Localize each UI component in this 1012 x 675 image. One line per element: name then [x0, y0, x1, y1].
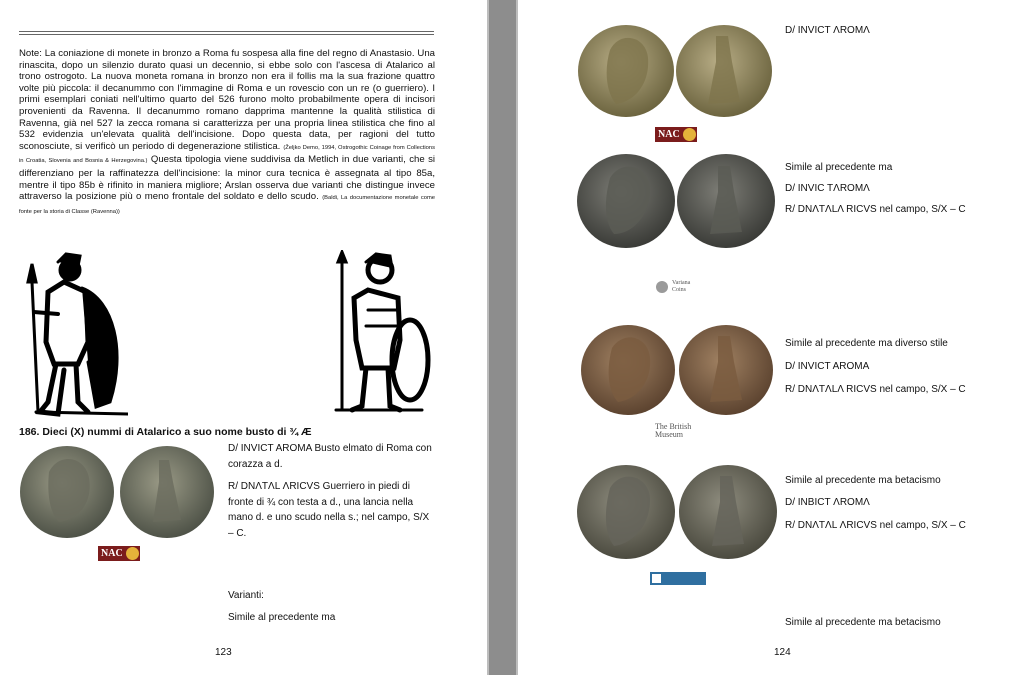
- coin-photo: [19, 442, 217, 542]
- sun-icon: [683, 128, 696, 141]
- note-text-2: Questa tipologia viene suddivisa da Metlich in due varianti, che si differenziano per la raffinatezza dell'incisione: la minor cura tecnica è assegnata al tipo 85a, mentre il tipo 85b è rifinito in maniera migliore; Arslan osserva due varianti che distingue invece attraverso la posizione più o meno frontale del soldato e dello scudo.: [19, 154, 435, 203]
- page-gutter: [487, 0, 489, 675]
- nac-logo-text: NAC: [658, 129, 680, 140]
- page-number: 124: [774, 647, 791, 658]
- collection-logo: [650, 572, 706, 585]
- coin-photo: [578, 322, 778, 418]
- coin-description-line: Simile al precedente ma diverso stile: [785, 338, 948, 349]
- logo-text: Variana: [672, 280, 691, 286]
- coin-description-line: Simile al precedente ma: [785, 162, 893, 173]
- coin-description-line: R/ DNΛTΛLΛ RICVS nel campo, S/X – C: [785, 204, 966, 215]
- logo-text: The British: [655, 422, 692, 431]
- nac-logo: [98, 546, 140, 561]
- collection-icon: [652, 574, 661, 583]
- warrior-drawing: [18, 252, 128, 417]
- reverse-description: R/ DNΛTΛL ΛRICVS Guerriero in piedi di fronte di ¾ con testa a d., una lancia nella mano d. e uno scudo nella s.; nel campo, S/X – C.: [228, 481, 430, 539]
- logo-text: Coins: [672, 287, 687, 293]
- coin-description-line: D/ INVICT ΛROMΛ: [785, 25, 870, 36]
- warrior-drawing: [322, 250, 432, 415]
- coin-photo: [576, 152, 778, 250]
- logo-text: Museum: [655, 430, 683, 439]
- right-page: [518, 0, 1012, 675]
- variana-coins-logo: [656, 280, 716, 296]
- coin-description-line: Simile al precedente ma betacismo: [785, 475, 941, 486]
- header-rule: [19, 31, 434, 32]
- obverse-description: D/ INVICT AROMA Busto elmato di Roma con corazza a d.: [228, 443, 432, 470]
- coin-description-line: D/ INBICT ΛROMΛ: [785, 497, 870, 508]
- nac-logo: [655, 127, 697, 142]
- nac-logo-text: NAC: [101, 548, 123, 559]
- entry-heading: 186. Dieci (X) nummi di Atalarico a suo nome busto di ¾ Æ: [19, 426, 312, 438]
- coin-icon: [656, 281, 668, 293]
- coin-description-line: D/ INVIC TΛROMΛ: [785, 183, 870, 194]
- note-paragraph: [19, 48, 435, 218]
- note-text: Note: La coniazione di monete in bronzo a Roma fu sospesa alla fine del regno di Anastasio. Una rinascita, dopo un silenzio durato quasi un decennio, si ebbe solo con l'ascesa di Atalarico al trono ostrogoto. La nuova moneta romana in bronzo non era il follis ma la sua frazione quattro volte più piccola: il decanummo con l'immagine di Roma e un rovescio con un re (o guerriero). I primi esemplari coniati nell'ultimo quarto del 526 furono molto probabilmente opera di incisori provenienti da Ravenna. Il decanummo romano dapprima mantenne la qualità stilistica di Ravenna, già nel 527 la zecca romana si caratterizza per una propria linea stilistica che fino al 532 evidenzia un'elevata qualità dell'incisione. Dopo questa data, per ragioni del tutto sconosciute, si verificò un periodo di degenerazione stilistica.: [19, 48, 435, 152]
- left-page: [0, 0, 487, 675]
- sun-icon: [126, 547, 139, 560]
- coin-photo: [576, 22, 776, 120]
- coin-description-line: Simile al precedente ma betacismo: [785, 617, 941, 628]
- coin-description-line: R/ DNΛTΛLΛ RICVS nel campo, S/X – C: [785, 384, 966, 395]
- british-museum-logo: [655, 423, 691, 439]
- variants-label: Varianti:: [228, 590, 264, 601]
- note-citation: (Željko Demo, 1994, Ostrogothic Coinage from Collections in Croatia, Slovenia and Bosnia & Herzegovina.): [19, 144, 436, 165]
- note-citation: (Baldi, La documentazione monetale come fonte per la storia di Classe (Ravenna)): [19, 195, 435, 215]
- coin-photo: [576, 462, 780, 562]
- header-rule: [19, 34, 434, 35]
- variant-text: Simile al precedente ma: [228, 612, 336, 623]
- page-number: 123: [215, 647, 232, 658]
- coin-description-line: D/ INVICT AROMA: [785, 361, 870, 372]
- coin-description-line: R/ DNΛTΛL ΛRICVS nel campo, S/X – C: [785, 520, 966, 531]
